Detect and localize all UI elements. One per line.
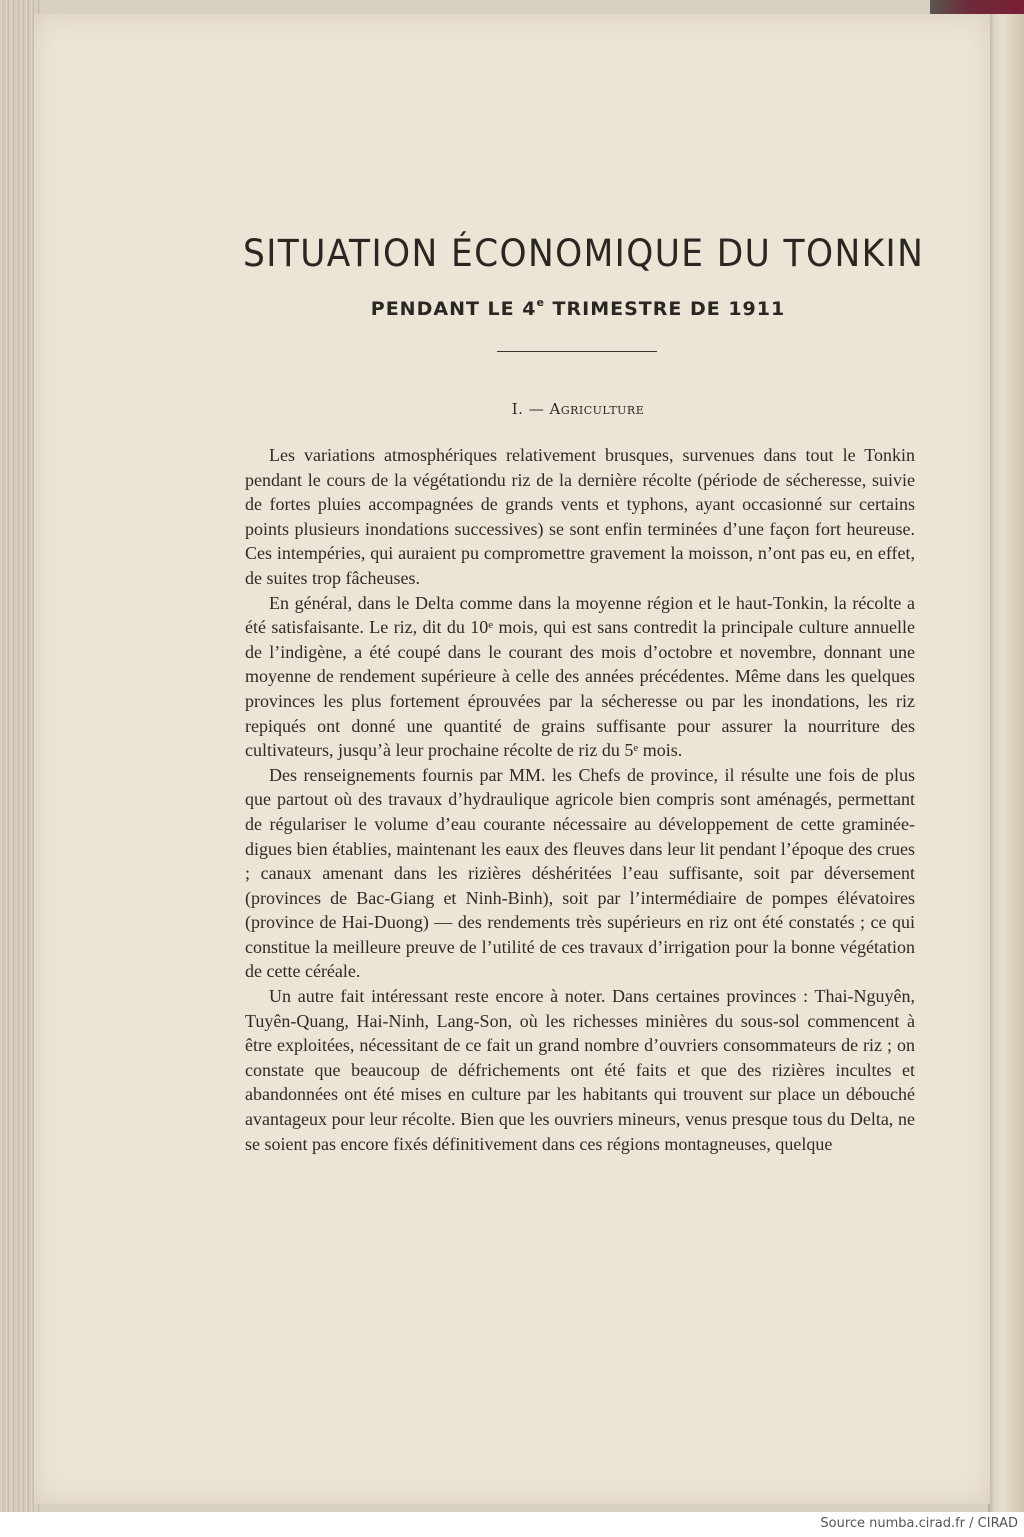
document-title: SITUATION ÉCONOMIQUE DU TONKIN: [243, 232, 925, 275]
title-divider: [497, 351, 657, 352]
paragraph-2-part-b: mois, qui est sans contredit la principale culture annuelle de l’indigène, a été coupé dans le courant des mois d’octobre et novembre, donnant une moyenne de rendement supérieure à celle des années précédentes. Même dans les quelques provinces les plus fortement éprouvées par la sécheresse ou par les inondations, les riz repiqués ont donné une quantité de grains suffisante pour assurer la nourriture des cultivateurs, jusqu’à leur prochaine récolte de riz du 5: [245, 617, 915, 761]
paragraph-2-part-c: mois.: [638, 740, 683, 761]
section-name: Agriculture: [549, 400, 645, 418]
book-binding-edge: [988, 0, 1024, 1512]
book-cover-corner: [930, 0, 1024, 14]
subtitle-text-after: TRIMESTRE DE 1911: [544, 298, 786, 320]
section-number: I. —: [511, 400, 550, 418]
source-credit: Source numba.cirad.fr / CIRAD: [820, 1516, 1018, 1531]
paragraph-3: Des renseignements fournis par MM. les Chefs de province, il résulte une fois de plus que partout où des travaux d’hydraulique agricole bien compris sont aménagés, permettant de régulariser le volume d’eau courante nécessaire au développement de cette graminée-digues bien établies, maintenant les eaux des fleuves dans leur lit pendant l’époque des crues ; canaux amenant dans les rizières déshéritées l’eau suffisante, soit par déversement (provinces de Bac-Giang et Ninh-Binh), soit par l’intermédiaire de pompes élévatoires (province de Hai-Duong) — des rendements très supérieurs en riz ont été constatés ; ce qui constitue la meilleure preuve de l’utilité de ces travaux d’irrigation pour la bonne végétation de cette céréale.: [245, 764, 915, 982]
document-subtitle: [243, 298, 913, 321]
paragraph-2-sup-a: e: [488, 619, 494, 632]
paragraph-2-sup-b: e: [633, 742, 639, 755]
paragraph-4: Un autre fait intéressant reste encore à noter. Dans certaines provinces : Thai-Nguyên, Tuyên-Quang, Hai-Ninh, Lang-Son, où les richesses minières du sous-sol commencent à être exploitées, nécessitant de ce fait un grand nombre d’ouvriers consommateurs de riz ; on constate que beaucoup de défrichements ont été faits et que des rizières incultes et abandonnées ont été mises en culture par les habitants qui trouvent sur place un débouché avantageux pour leur récolte. Bien que les ouvriers mineurs, venus presque tous du Delta, ne se soient pas encore fixés définitivement dans ces régions montagneuses, quelque: [245, 986, 915, 1154]
paragraph-2: [245, 591, 915, 763]
subtitle-text-before: PENDANT LE 4: [370, 298, 537, 320]
subtitle-superscript: e: [536, 296, 545, 309]
paragraph-2-part-a: En général, dans le Delta comme dans la moyenne région et le haut-Tonkin, la récolte a été satisfaisante. Le riz, dit du 10: [245, 592, 915, 638]
paragraph-1: Les variations atmosphériques relativement brusques, survenues dans tout le Tonkin pendant le cours de la végétationdu riz de la dernière récolte (période de sécheresse, suivie de fortes pluies accompagnées de grands vents et typhons, ayant occasionné sur certains points plusieurs inondations successives) se sont enfin terminées d’une façon fort heureuse. Ces intempéries, qui auraient pu compromettre gravement la moisson, n’ont pas eu, en effet, de suites trop fâcheuses.: [245, 445, 915, 588]
body-text: [245, 443, 915, 1156]
section-heading: [243, 400, 913, 418]
